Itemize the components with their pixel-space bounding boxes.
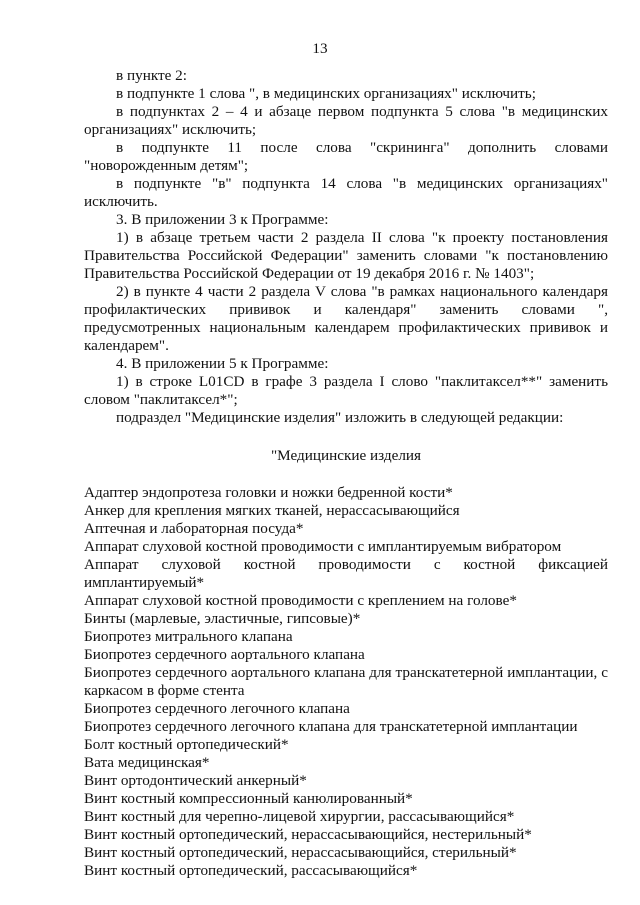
paragraph: в подпункте "в" подпункта 14 слова "в медицинских организациях" исключить. <box>84 175 608 210</box>
list-item: Аппарат слуховой костной проводимости с имплантируемым вибратором <box>84 538 562 555</box>
list-item: Аппарат слуховой костной проводимости с костной фиксацией имплантируемый* <box>84 556 608 591</box>
list-item: Винт ортодонтический анкерный* <box>84 772 307 789</box>
list-item: Биопротез сердечного легочного клапана для транскатетерной имплантации <box>84 718 578 735</box>
paragraph: в подпункте 1 слова ", в медицинских организациях" исключить; <box>116 85 536 102</box>
list-item: Биопротез сердечного легочного клапана <box>84 700 350 717</box>
list-item: Бинты (марлевые, эластичные, гипсовые)* <box>84 610 361 627</box>
paragraph: 2) в пункте 4 части 2 раздела V слова "в рамках национального календаря профилактических прививок и календаря" заменить словами ", предусмотренных национальным календарем профилактических прививок и календарем". <box>84 283 608 354</box>
list-item: Биопротез митрального клапана <box>84 628 293 645</box>
paragraph: 1) в абзаце третьем части 2 раздела II слова "к проекту постановления Правительства Российской Федерации" заменить словами "к постановлению Правительства Российской Федерации от 19 декабря 2016 г. № 1403"; <box>84 229 608 282</box>
paragraph: в подпунктах 2 – 4 и абзаце первом подпункта 5 слова "в медицинских организациях" исключить; <box>84 103 608 138</box>
paragraph: подраздел "Медицинские изделия" изложить в следующей редакции: <box>116 409 564 426</box>
list-item: Винт костный ортопедический, нерассасывающийся, стерильный* <box>84 844 517 861</box>
list-item: Вата медицинская* <box>84 754 210 771</box>
paragraph: в подпункте 11 после слова "скрининга" дополнить словами "новорожденным детям"; <box>84 139 608 174</box>
list-item: Винт костный ортопедический, рассасывающийся* <box>84 862 418 879</box>
paragraph: 1) в строке L01CD в графе 3 раздела I слово "паклитаксел**" заменить словом "паклитаксел*"; <box>84 373 608 408</box>
list-item: Адаптер эндопротеза головки и ножки бедренной кости* <box>84 484 453 501</box>
list-item: Биопротез сердечного аортального клапана для транскатетерной имплантации, с каркасом в форме стента <box>84 664 608 699</box>
section-title: "Медицинские изделия <box>270 447 422 464</box>
list-item: Биопротез сердечного аортального клапана <box>84 646 365 663</box>
list-item: Анкер для крепления мягких тканей, нерассасывающийся <box>84 502 460 519</box>
paragraph: 4. В приложении 5 к Программе: <box>116 355 329 372</box>
list-item: Винт костный ортопедический, нерассасывающийся, нестерильный* <box>84 826 532 843</box>
paragraph: в пункте 2: <box>116 67 187 84</box>
list-item: Аппарат слуховой костной проводимости с креплением на голове* <box>84 592 517 609</box>
document-body <box>84 67 608 880</box>
paragraph: 3. В приложении 3 к Программе: <box>116 211 329 228</box>
list-item: Аптечная и лабораторная посуда* <box>84 520 304 537</box>
list-item: Винт костный для черепно-лицевой хирургии, рассасывающийся* <box>84 808 515 825</box>
list-item: Болт костный ортопедический* <box>84 736 289 753</box>
list-item: Винт костный компрессионный канюлированный* <box>84 790 413 807</box>
page-number: 13 <box>312 40 328 57</box>
